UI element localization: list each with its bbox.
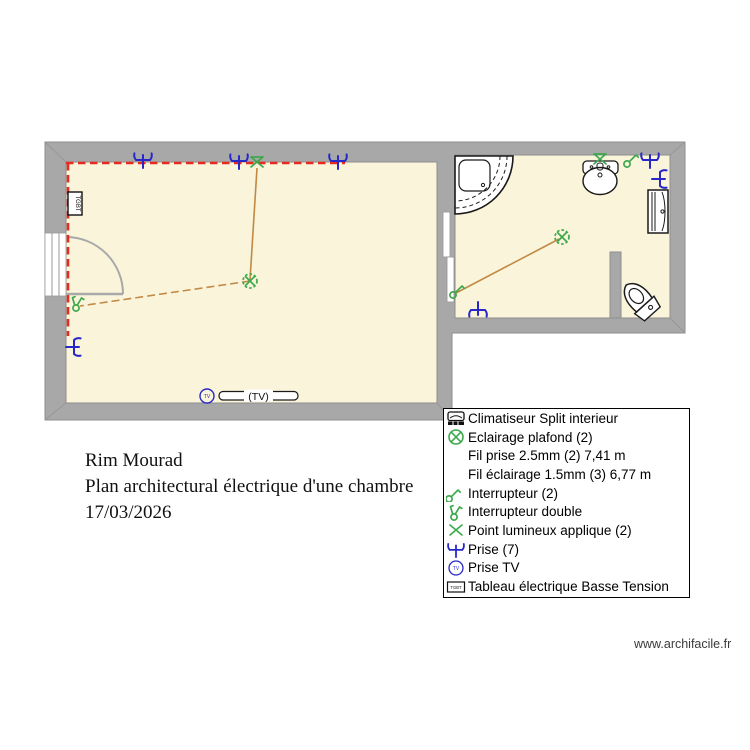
legend-row-fil-prise (444, 446, 689, 465)
svg-text:TV: TV (452, 565, 460, 572)
outlet-icon (444, 540, 468, 558)
author-line: Rim Mourad (85, 450, 183, 471)
washbasin[interactable] (583, 161, 618, 195)
climatiseur-icon (444, 409, 468, 427)
switch-icon (444, 484, 468, 502)
double-switch-icon (444, 503, 468, 521)
legend-label: Interrupteur double (468, 504, 583, 520)
legend-label: Prise (7) (468, 541, 520, 557)
legend-label: Climatiseur Split interieur (468, 410, 619, 426)
legend-label: Fil éclairage 1.5mm (3) 6,77 m (468, 466, 652, 482)
tv-outlet[interactable] (200, 389, 214, 403)
wall-light-icon (444, 521, 468, 539)
legend-row-interrupteur-double (444, 502, 689, 521)
legend-row-tableau (444, 577, 689, 596)
tgbt-panel[interactable] (68, 192, 82, 215)
tv-unit-label: (TV) (248, 391, 269, 403)
legend-row-prise-tv (444, 559, 689, 578)
electrical-panel-icon (444, 578, 468, 596)
watermark: www.archifacile.fr (634, 637, 732, 651)
legend-row-eclairage-plafond (444, 428, 689, 447)
legend-row-applique (444, 521, 689, 540)
tgbt-panel-label: TGBT (73, 195, 80, 212)
legend-box (443, 408, 690, 598)
svg-text:TGBT: TGBT (450, 584, 462, 590)
legend-row-interrupteur (444, 484, 689, 503)
legend-row-prise (444, 540, 689, 559)
legend-label: Prise TV (468, 560, 520, 576)
plan-title-line: Plan architectural électrique d'une chambre (85, 476, 414, 497)
legend-label: Eclairage plafond (2) (468, 429, 593, 445)
legend-label: Point lumineux applique (2) (468, 522, 632, 538)
ceiling-light-icon (444, 428, 468, 446)
climatiseur-split-unit[interactable] (648, 190, 668, 233)
tv-outlet-icon (444, 559, 468, 577)
legend-label: Tableau électrique Basse Tension (468, 579, 669, 595)
date-line: 17/03/2026 (85, 502, 172, 523)
legend-label: Fil prise 2.5mm (2) 7,41 m (468, 448, 626, 464)
legend-row-fil-eclairage (444, 465, 689, 484)
title-block (85, 448, 413, 526)
tv-outlet-text: TV (203, 394, 211, 400)
legend-label: Interrupteur (2) (468, 485, 559, 501)
legend-row-climatiseur (444, 409, 689, 428)
partition-wall (610, 252, 621, 318)
